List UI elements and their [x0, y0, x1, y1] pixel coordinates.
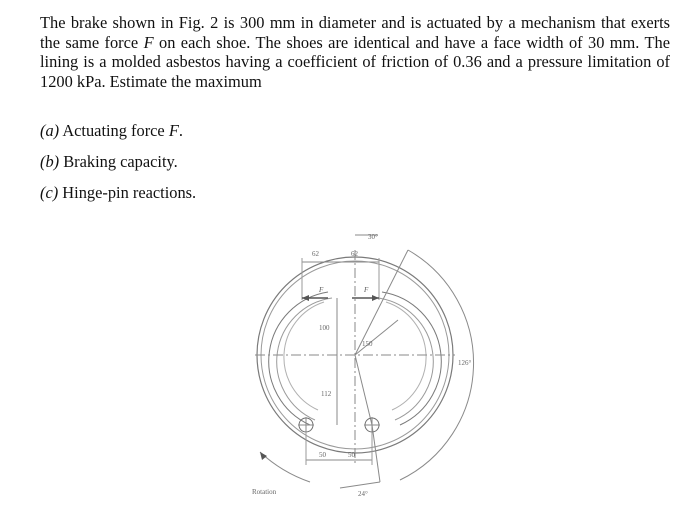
label-dim-100: 100: [319, 324, 330, 332]
part-tag: (b): [40, 152, 60, 171]
part-text: Braking capacity.: [59, 152, 178, 171]
question-part-c: [40, 183, 196, 214]
label-62-left: 62: [312, 250, 319, 258]
rotation-arrowhead: [260, 452, 267, 460]
force-arrowhead-left: [302, 295, 309, 301]
label-angle-126: 126°: [458, 359, 472, 367]
label-force-left: F: [319, 286, 324, 294]
left-shoe-web: [284, 302, 324, 410]
label-62-right: 62: [351, 250, 358, 258]
label-angle-30: 30°: [368, 233, 378, 241]
question-part-b: [40, 152, 196, 183]
label-dim-112: 112: [321, 390, 332, 398]
question-part-a: [40, 121, 196, 152]
force-arrowhead-right: [372, 295, 379, 301]
lower-ray-24: [372, 425, 380, 482]
part-text: Hinge-pin reactions.: [58, 183, 197, 202]
brake-diagram: [240, 220, 500, 520]
problem-statement: [40, 13, 670, 91]
part-tail: .: [178, 121, 183, 140]
question-parts-list: [40, 121, 196, 214]
problem-text-start: The brake shown in Fig. 2 is 300 mm in diameter and is actuated by a mechanism that exerts the same force: [40, 13, 670, 52]
right-shoe-outer: [382, 292, 441, 425]
label-force-right: F: [364, 286, 369, 294]
lower-ray-right: [355, 355, 372, 425]
rotation-arrow: [260, 452, 310, 482]
dim-24-line: [340, 482, 380, 488]
label-rotation: Rotation: [252, 488, 277, 496]
brake-figure: [240, 220, 500, 520]
part-text: Actuating force: [59, 121, 169, 140]
force-symbol: F: [143, 32, 154, 52]
left-shoe-outer: [269, 292, 328, 425]
label-dim-50-left: 50: [319, 451, 326, 459]
label-angle-24: 24°: [358, 490, 368, 498]
part-tag: (a): [40, 121, 60, 140]
part-tag: (c): [40, 183, 59, 202]
radius-150-line: [355, 320, 398, 355]
label-dim-50-right: 50: [348, 451, 355, 459]
problem-text-end: on each shoe. The shoes are identical and have a face width of 30 mm. The lining is a molded asbestos having a coefficient of friction of 0.36 and a pressure limitation of 1200 kPa. Estimate the maximum: [40, 32, 670, 91]
label-dim-150: 150: [362, 340, 373, 348]
right-shoe-web: [386, 302, 426, 410]
part-italic-tail: F: [168, 121, 179, 140]
